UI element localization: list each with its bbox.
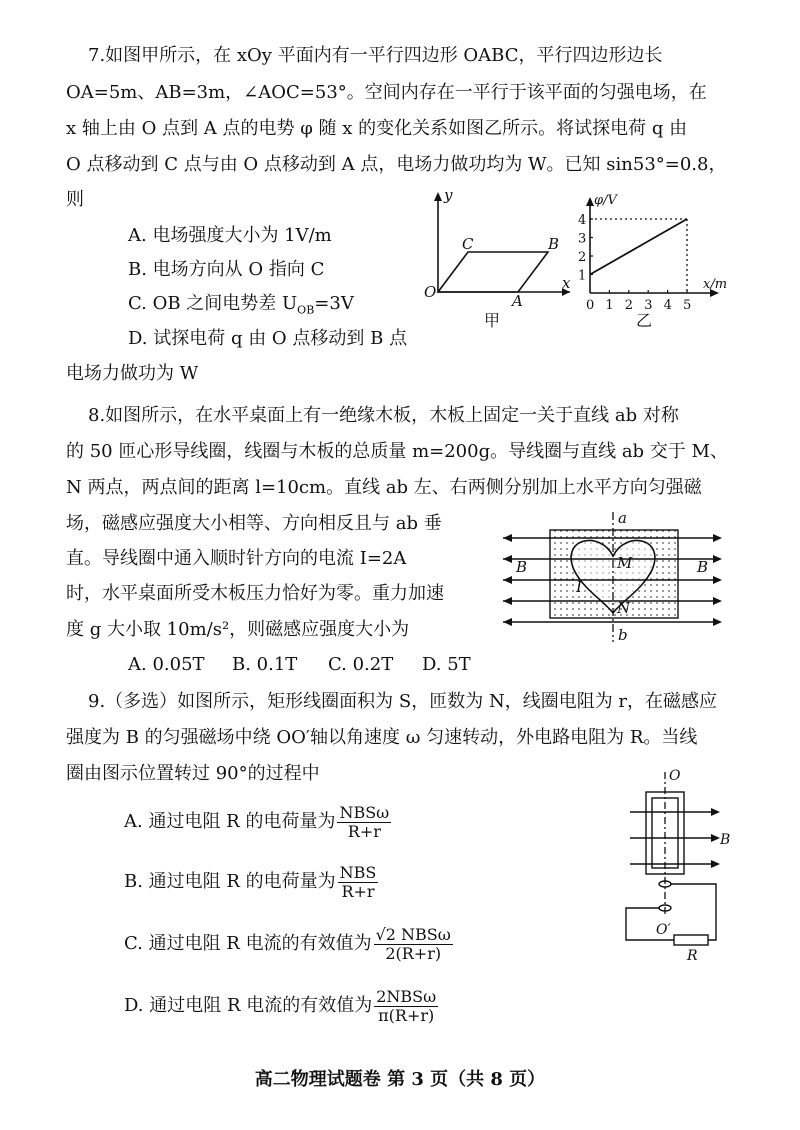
jia-x-label: x (562, 274, 571, 292)
yi-x-label: x/m (703, 277, 728, 292)
q8-option-c: C. 0.2T (328, 654, 394, 675)
yi-x-tick-3: 3 (644, 298, 653, 313)
label-current-i: I (576, 578, 582, 596)
q7-option-c-text: C. OB 之间电势差 U (128, 293, 298, 314)
q7-line-3: x 轴上由 O 点到 A 点的电势 φ 随 x 的变化关系如图乙所示。将试探电荷 q 由 (66, 118, 688, 139)
jia-y-label: y (444, 186, 453, 204)
yi-caption: 乙 (636, 311, 653, 330)
label-b-left: B (516, 558, 528, 576)
q7-option-d-cont: 电场力做功为 W (66, 363, 199, 384)
jia-label-c: C (462, 235, 474, 253)
yi-y-label: φ/V (594, 193, 617, 208)
q7-line-5: 则 (66, 189, 84, 210)
label-resistor-r: R (687, 948, 698, 964)
q9-option-c-numerator: √2 NBSω (375, 924, 451, 944)
q7-option-d: D. 试探电荷 q 由 O 点移动到 B 点 (128, 328, 408, 349)
q7-line-2: OA=5m、AB=3m，∠AOC=53°。空间内存在一平行于该平面的匀强电场，在 (66, 82, 707, 103)
yi-y-tick-4: 4 (578, 213, 587, 228)
b-arrow-2 (711, 834, 720, 842)
q8-line-7: 度 g 大小取 10m/s²，则磁感应强度大小为 (66, 619, 410, 640)
label-a: a (618, 509, 627, 527)
label-b: b (618, 626, 628, 644)
yi-x-tick-1: 1 (605, 298, 614, 313)
yi-y-tick-1: 1 (578, 268, 587, 284)
q8-line-4: 场，磁感应强度大小相等、方向相反且与 ab 垂 (66, 513, 442, 534)
q9-option-a-numerator: NBSω (339, 802, 390, 822)
page-footer: 高二物理试题卷 第 3 页（共 8 页） (254, 1069, 546, 1090)
wire-right (670, 884, 716, 940)
q9-option-c-denominator: 2(R+r) (385, 943, 442, 963)
label-field-b: B (720, 832, 731, 848)
jia-caption: 甲 (484, 311, 501, 330)
q7-line-1: 7.如图甲所示，在 xOy 平面内有一平行四边形 OABC，平行四边形边长 (88, 45, 663, 66)
q9-option-d-denominator: π(R+r) (378, 1005, 435, 1025)
jia-label-a: A (512, 292, 523, 310)
q7-option-b: B. 电场方向从 O 指向 C (128, 259, 325, 280)
q9-option-b-denominator: R+r (341, 881, 375, 901)
q8-line-1: 8.如图所示，在水平桌面上有一绝缘木板，木板上固定一关于直线 ab 对称 (88, 405, 679, 426)
b-arrow-3 (711, 860, 720, 868)
q9-line-1: 9.（多选）如图所示，矩形线圈面积为 S，匝数为 N，线圈电阻为 r，在磁感应 (88, 691, 718, 712)
q8-line-2: 的 50 匝心形导线圈，线圈与木板的总质量 m=200g。导线圈与直线 ab 交于 M、 (66, 441, 728, 462)
resistor-r (674, 935, 708, 945)
q9-line-2: 强度为 B 的匀强磁场中绕 OO′轴以角速度 ω 匀速转动，外电路电阻为 R。当线 (66, 727, 698, 748)
label-b-right: B (697, 558, 709, 576)
yi-y-tick-2: 2 (578, 250, 587, 265)
yi-x-tick-5: 5 (683, 298, 692, 313)
q9-option-a-text: A. 通过电阻 R 的电荷量为 (124, 811, 336, 832)
label-n: N (617, 599, 631, 617)
q9-option-d-numerator: 2NBSω (376, 986, 437, 1006)
label-o-bottom: O′ (656, 922, 671, 938)
yi-x-tick-0: 0 (586, 298, 595, 313)
q8-option-a: A. 0.05T (128, 654, 205, 675)
q9-option-b-text: B. 通过电阻 R 的电荷量为 (124, 871, 336, 892)
q8-line-5: 直。导线圈中通入顺时针方向的电流 I=2A (66, 548, 407, 569)
q8-option-d: D. 5T (422, 654, 471, 675)
b-arrow-1 (711, 808, 720, 816)
yi-y-tick-3: 3 (578, 231, 587, 247)
q9-option-c-text: C. 通过电阻 R 电流的有效值为 (124, 933, 372, 954)
q7-option-a: A. 电场强度大小为 1V/m (128, 225, 332, 246)
label-o-top: O (669, 768, 681, 784)
q8-option-b: B. 0.1T (232, 654, 298, 675)
q9-option-b-numerator: NBS (339, 862, 377, 882)
jia-label-o: O (424, 283, 437, 301)
yi-x-tick-4: 4 (663, 298, 672, 313)
label-m: M (617, 554, 633, 572)
uob-value: =3V (314, 293, 354, 314)
jia-label-b: B (548, 235, 560, 253)
uob-subscript: OB (297, 303, 315, 317)
q8-line-3: N 两点，两点间的距离 l=10cm。直线 ab 左、右两侧分别加上水平方向匀强磁 (66, 477, 702, 498)
q7-line-4: O 点移动到 C 点与由 O 点移动到 A 点，电场力做功均为 W。已知 sin53°=0.8， (66, 154, 727, 175)
q9-line-3: 圈由图示位置转过 90°的过程中 (66, 763, 320, 784)
q8-line-6: 时，水平桌面所受木板压力恰好为零。重力加速 (66, 583, 444, 604)
yi-x-tick-2: 2 (624, 298, 634, 313)
q9-option-d-text: D. 通过电阻 R 电流的有效值为 (124, 995, 373, 1016)
q9-option-a-denominator: R+r (347, 821, 381, 841)
